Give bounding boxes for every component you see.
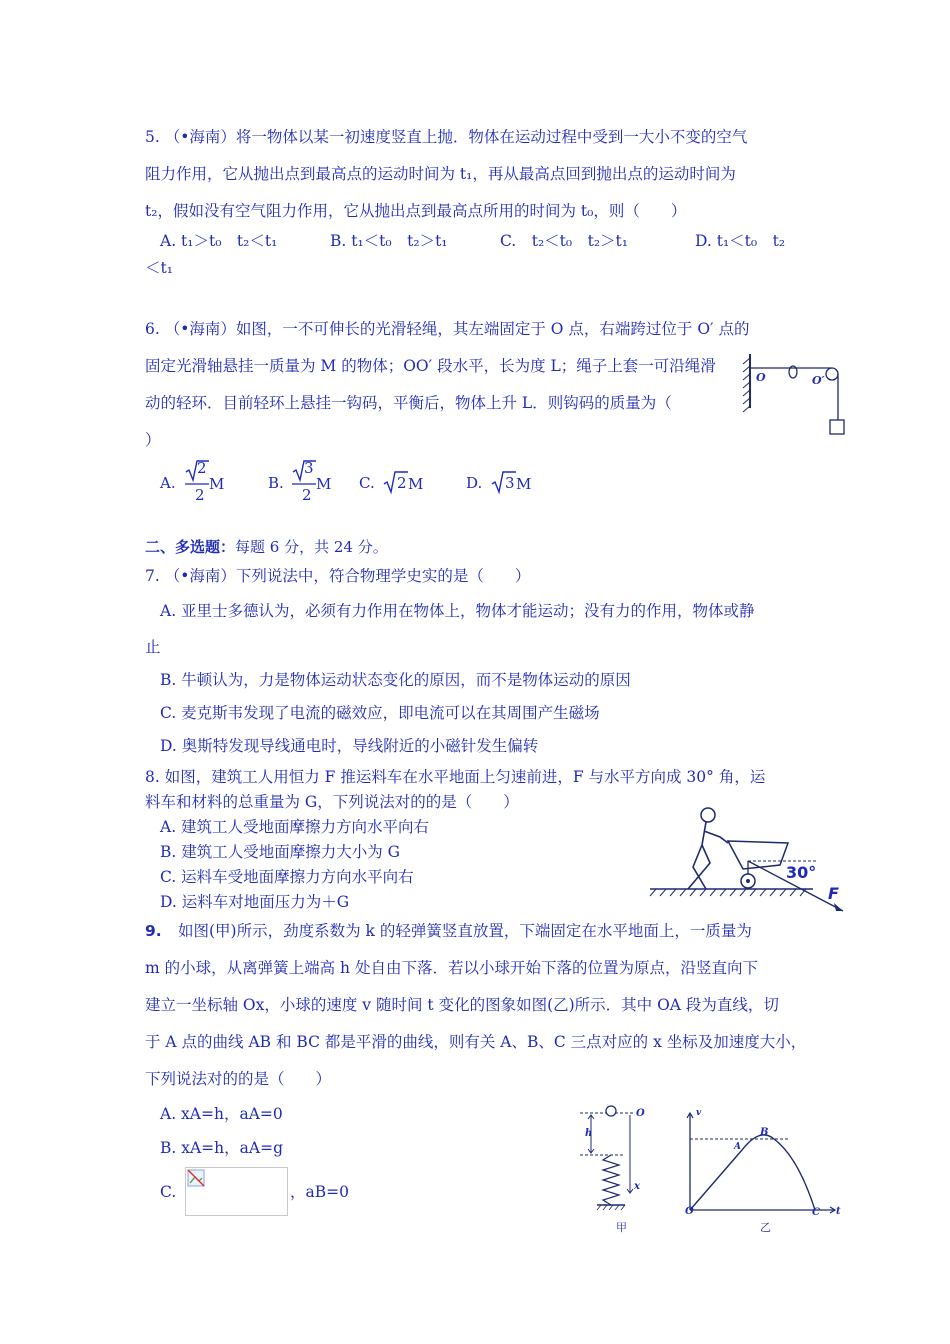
q9-line-3: 建立一坐标轴 Ox，小球的速度 v 随时间 t 变化的图象如图(乙)所示．其中 OA 段为直线，切 [145,996,779,1014]
q8-option-d: D. 运料车对地面压力为＋G [160,893,350,911]
q6-a-unit: M [209,475,225,493]
q6-line-1: 6. （•海南）如图，一不可伸长的光滑轻绳，其左端固定于 O 点，右端跨过位于 O′ 点的 [145,320,750,338]
q8-option-a: A. 建筑工人受地面摩擦力方向水平向右 [160,818,430,836]
q7-option-b: B. 牛顿认为，力是物体运动状态变化的原因，而不是物体运动的原因 [160,671,631,689]
q6-a-radicand: 2 [197,459,207,477]
q7-stem: 7. （•海南）下列说法中，符合物理学史实的是（ ） [145,567,531,585]
q6-d-unit: M [516,475,532,493]
q8-fig-force-label: F [828,884,839,903]
q6-option-c-label: C. [359,474,375,492]
q7-option-d: D. 奥斯特发现导线通电时，导线附近的小磁针发生偏转 [160,737,539,755]
q8-cart-figure [648,803,848,913]
q9-vt-graph-figure [680,1105,845,1220]
q8-option-c: C. 运料车受地面摩擦力方向水平向右 [160,868,414,886]
q6-fig-o-label: O [756,371,766,384]
q6-b-unit: M [316,475,332,493]
q6-b-denominator: 2 [302,486,312,504]
q9-line-4: 于 A 点的曲线 AB 和 BC 都是平滑的曲线，则有关 A、B、C 三点对应的 x 坐标及加速度大小， [145,1033,807,1051]
q6-fig-o-prime-label: O′ [812,374,825,387]
q9-fig-right-caption: 乙 [760,1221,771,1234]
q9-fig-left-o: O [636,1108,645,1119]
q5-line-1: 5. （•海南）将一物体以某一初速度竖直上抛．物体在运动过程中受到一大小不变的空气 [145,128,748,146]
q9-fig-left-caption: 甲 [616,1221,627,1234]
q9-fig-right-v: v [696,1108,702,1118]
q9-line-1: 如图(甲)所示，劲度系数为 k 的轻弹簧竖直放置，下端固定在水平地面上，一质量为 [178,922,752,940]
q6-d-radicand: 3 [505,474,515,492]
q6-c-radicand: 2 [397,474,407,492]
q9-fig-left-x: x [634,1181,640,1192]
q6-option-a-label: A. [160,474,176,492]
q8-line-1: 8. 如图，建筑工人用恒力 F 推运料车在水平地面上匀速前进，F 与水平方向成 30° 角，运 [145,768,766,786]
q6-option-d-label: D. [466,474,483,492]
q5-option-d: D. t₁＜t₀ t₂ [695,232,786,250]
q7-option-c: C. 麦克斯韦发现了电流的磁效应，即电流可以在其周围产生磁场 [160,704,600,722]
q6-line-4: ） [145,431,161,449]
q8-line-2: 料车和材料的总重量为 G，下列说法对的的是（ ） [145,793,519,811]
q5-option-c: C. t₂＜t₀ t₂＞t₁ [500,232,629,250]
q9-fig-left-h: h [585,1128,593,1139]
q9-option-a: A. xA=h，aA=0 [160,1105,283,1123]
q9-option-c-broken-image-icon [185,1167,289,1217]
q9-fig-right-c: C [812,1207,820,1218]
q5-line-3: t₂，假如没有空气阻力作用，它从抛出点到最高点所用的时间为 t₀，则（ ） [145,202,687,220]
section-2-title-text: 二、多选题： [145,538,236,556]
q6-rope-pulley-figure [738,350,848,440]
q6-line-2: 固定光滑轴悬挂一质量为 M 的物体；OO′ 段水平，长为度 L；绳子上套一可沿绳滑 [145,357,716,375]
q9-line-2: m 的小球，从离弹簧上端高 h 处自由下落．若以小球开始下落的位置为原点，沿竖直向下 [145,959,758,977]
q6-a-denominator: 2 [195,486,205,504]
q9-line-5: 下列说法对的的是（ ） [145,1070,332,1088]
section-2-title [145,537,388,557]
q5-line-2: 阻力作用，它从抛出点到最高点的运动时间为 t₁，再从最高点回到抛出点的运动时间为 [145,165,736,183]
q5-option-a: A. t₁＞t₀ t₂＜t₁ [160,232,278,250]
section-2-desc: 每题 6 分，共 24 分。 [235,538,388,556]
q9-spring-figure [575,1105,665,1235]
q9-number: 9. [145,922,162,940]
q9-option-c-label: C. [160,1183,177,1201]
q7-option-a-cont: 止 [145,638,161,656]
q9-fig-right-o: O [685,1206,694,1217]
q6-line-3: 动的轻环．目前轻环上悬挂一钩码，平衡后，物体上升 L．则钩码的质量为（ [145,394,672,412]
q9-fig-right-a: A [734,1142,741,1152]
q6-b-radicand: 3 [304,459,314,477]
q8-option-b: B. 建筑工人受地面摩擦力大小为 G [160,843,401,861]
q5-option-b: B. t₁＜t₀ t₂＞t₁ [330,232,448,250]
q9-fig-right-b: B [760,1127,769,1138]
q9-option-c-tail: ，aB=0 [290,1183,349,1201]
q9-option-b: B. xA=h，aA=g [160,1139,283,1157]
q9-fig-right-t: t [836,1206,841,1217]
q7-option-a: A. 亚里士多德认为，必须有力作用在物体上，物体才能运动；没有力的作用，物体或静 [160,602,755,620]
q8-fig-angle-label: 30° [786,863,817,882]
q6-c-unit: M [408,475,424,493]
q6-option-b-label: B. [268,474,284,492]
q5-option-d-cont: ＜t₁ [145,259,173,277]
